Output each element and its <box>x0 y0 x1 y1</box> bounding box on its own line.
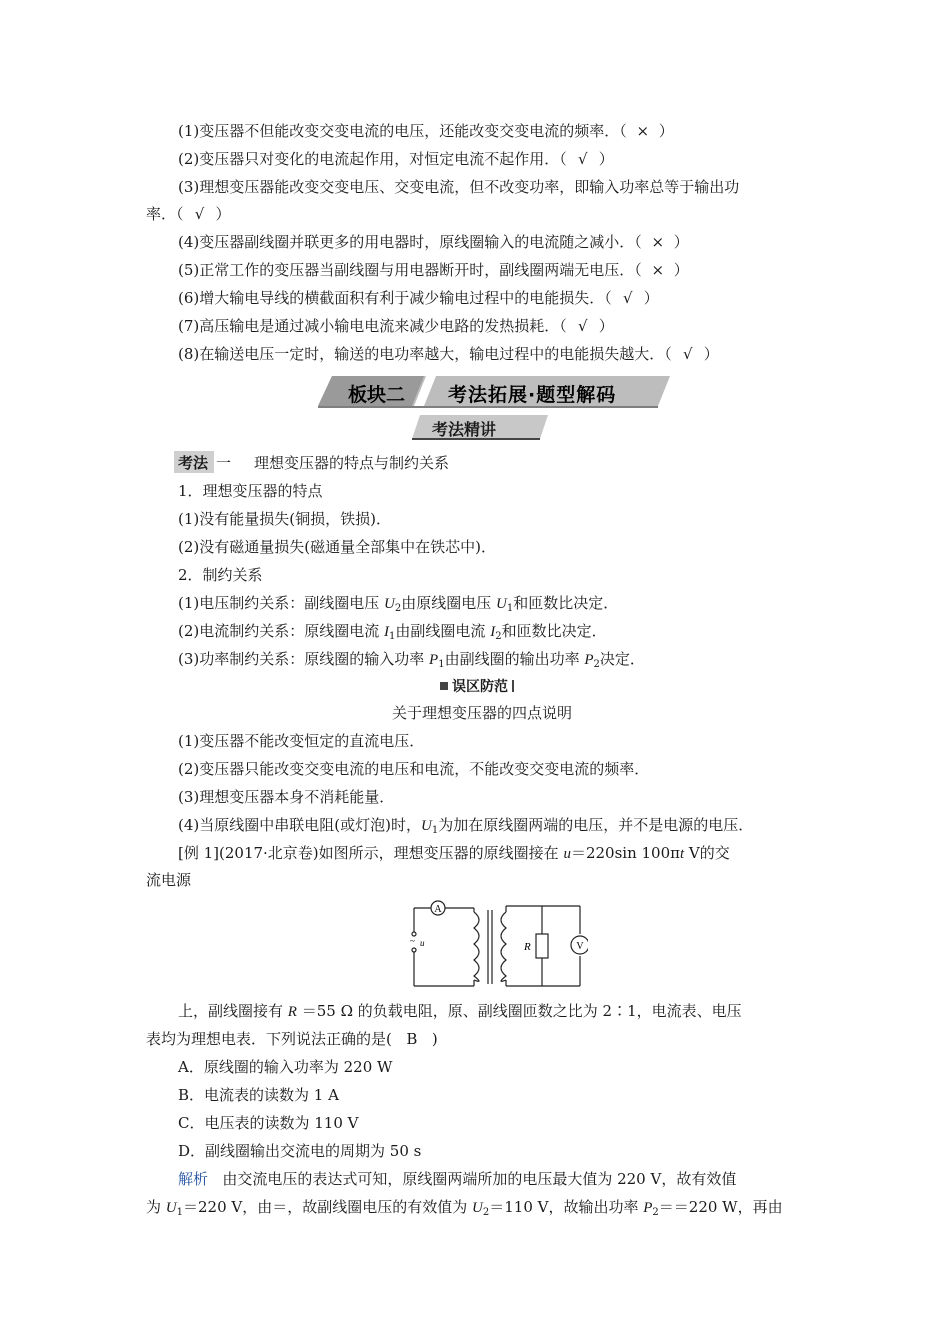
judgment-1: (1)变压器不但能改变交变电流的电压，还能改变交变电流的频率．（ × ） <box>178 122 674 140</box>
judgment-5: (5)正常工作的变压器当副线圈与用电器断开时，副线圈两端无电压．（ × ） <box>178 261 689 279</box>
voltmeter-label: V <box>576 941 584 952</box>
judgment-3: (3)理想变压器能改变交变电压、交变电流，但不改变功率，即输入功率总等于输出功 <box>178 178 740 196</box>
answer-mark: √ <box>682 345 693 363</box>
kaofa-title: 理想变压器的特点与制约关系 <box>254 454 450 472</box>
judgment-7: (7)高压输电是通过减小输电电流来减少电路的发热损耗．（ √ ） <box>178 317 614 335</box>
constraint-voltage: (1)电压制约关系：副线圈电压 $U_2$由原线圈电压 $U_1$和匝数比决定． <box>178 594 619 614</box>
feature-item-2: (2)没有磁通量损失(磁通量全部集中在铁芯中)． <box>178 538 496 556</box>
example-answer: B <box>406 1030 418 1048</box>
constraints-heading: 2．制约关系 <box>178 566 263 584</box>
sub-banner-text: 考法精讲 <box>432 420 497 439</box>
ammeter-label: A <box>434 904 442 915</box>
wuqu-label: 误区防范 <box>440 676 514 696</box>
answer-mark: × <box>651 233 665 251</box>
banner-left-text: 板块二 <box>348 384 406 406</box>
answer-mark: √ <box>194 205 205 223</box>
answer-mark: √ <box>577 317 588 335</box>
features-heading: 1．理想变压器的特点 <box>178 482 323 500</box>
answer-mark: √ <box>622 289 633 307</box>
option-a: A．原线圈的输入功率为 220 W <box>178 1058 393 1076</box>
kaofa-tag <box>174 451 234 473</box>
answer-mark: √ <box>577 150 588 168</box>
feature-item-1: (1)没有能量损失(铜损，铁损)． <box>178 510 391 528</box>
note-3: (3)理想变压器本身不消耗能量． <box>178 788 395 806</box>
judgment-3-cont: 率．（ √ ） <box>146 205 231 223</box>
example-line-1: [例 1](2017·北京卷)如图所示，理想变压器的原线圈接在 u＝220sin 100πt V的交 <box>178 844 730 862</box>
constraint-current: (2)电流制约关系：原线圈电流 $I_1$由副线圈电流 $I_2$和匝数比决定． <box>178 622 607 642</box>
banner-right-text: 考法拓展·题型解码 <box>448 384 617 406</box>
analysis-line-2: 为 $U_1=220$ V，由＝，故副线圈电压的有效值为 $U_2=110$ V，故输出功率 $P_2==220$ W，再由 <box>146 1198 783 1218</box>
answer-mark: × <box>636 122 650 140</box>
kaofa-label: 考法 <box>178 454 209 472</box>
option-c: C．电压表的读数为 110 V <box>178 1114 359 1132</box>
kaofa-number: 一 <box>216 454 232 472</box>
judgment-8: (8)在输送电压一定时，输送的电功率越大，输电过程中的电能损失越大．（ √ ） <box>178 345 719 363</box>
section-banner <box>318 374 670 408</box>
example-line-4: 表均为理想电表．下列说法正确的是( B ) <box>146 1030 438 1048</box>
judgment-4: (4)变压器副线圈并联更多的用电器时，原线圈输入的电流随之减小．（ × ） <box>178 233 689 251</box>
sub-banner <box>412 414 548 440</box>
wuqu-title: 关于理想变压器的四点说明 <box>392 704 573 722</box>
judgment-2: (2)变压器只对变化的电流起作用，对恒定电流不起作用．（ √ ） <box>178 150 614 168</box>
transformer-circuit-diagram <box>408 896 588 992</box>
example-line-2: 流电源 <box>146 871 192 889</box>
note-1: (1)变压器不能改变恒定的直流电压． <box>178 732 425 750</box>
answer-mark: × <box>651 261 665 279</box>
ac-symbol: ~ <box>410 936 415 946</box>
note-4: (4)当原线圈中串联电阻(或灯泡)时，$U_1$为加在原线圈两端的电压，并不是电源的电压． <box>178 816 754 836</box>
analysis-line-1: 解析 由交流电压的表达式可知，原线圈两端所加的电压最大值为 220 V，故有效值 <box>178 1170 737 1188</box>
square-icon <box>440 682 448 690</box>
resistor-label: R <box>524 941 531 953</box>
example-line-3: 上，副线圈接有 R ＝55 Ω 的负载电阻，原、副线圈匝数之比为 2∶1，电流表、电压 <box>178 1002 742 1020</box>
note-2: (2)变压器只能改变交变电流的电压和电流，不能改变交变电流的频率． <box>178 760 650 778</box>
source-label: u <box>420 938 425 948</box>
bar-icon <box>512 680 514 692</box>
analysis-label: 解析 <box>178 1170 209 1188</box>
constraint-power: (3)功率制约关系：原线圈的输入功率 $P_1$由副线圈的输出功率 $P_2$决定． <box>178 650 645 670</box>
judgment-6: (6)增大输电导线的横截面积有利于减少输电过程中的电能损失．（ √ ） <box>178 289 659 307</box>
option-d: D．副线圈输出交流电的周期为 50 s <box>178 1142 422 1160</box>
option-b: B．电流表的读数为 1 A <box>178 1086 339 1104</box>
